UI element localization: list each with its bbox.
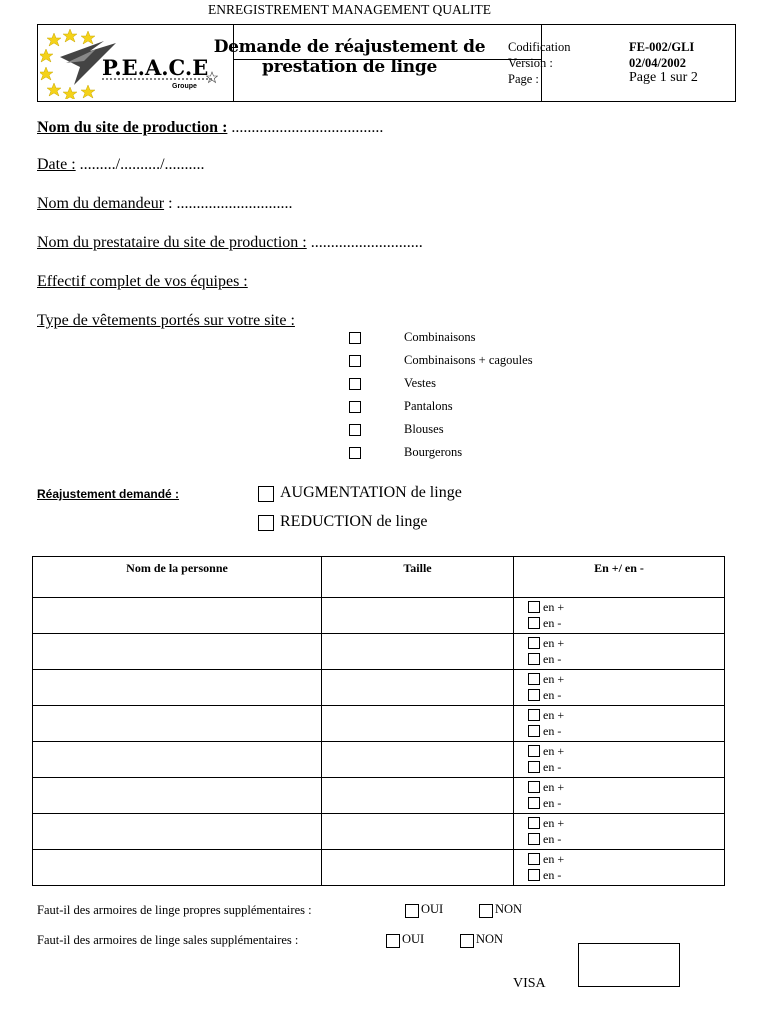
minus-label: en - <box>543 796 562 810</box>
requester-label: Nom du demandeur <box>37 195 165 212</box>
dirty-yes-label: OUI <box>402 932 425 946</box>
dirty-yes-checkbox[interactable] <box>386 934 400 948</box>
plusminus-cell <box>514 814 725 850</box>
size-cell[interactable] <box>322 634 514 670</box>
svg-text:P.E.A.C.E: P.E.A.C.E <box>102 55 209 80</box>
increase-checkbox[interactable] <box>258 486 274 502</box>
doc-title: Demande de réajustement de prestation de linge <box>213 37 486 77</box>
col-header-name: Nom de la personne <box>33 557 322 598</box>
blouses-checkbox[interactable] <box>349 424 361 436</box>
codification-value: FE-002/GLI <box>629 40 695 54</box>
plus-label: en + <box>543 600 565 614</box>
clean-yes-checkbox[interactable] <box>405 904 419 918</box>
clothing-option-label: Bourgerons <box>404 445 463 459</box>
name-cell[interactable] <box>33 670 322 706</box>
plus-option[interactable] <box>528 816 564 831</box>
decrease-checkbox[interactable] <box>258 515 274 531</box>
svg-text:Groupe: Groupe <box>172 83 197 90</box>
bourgerons-checkbox[interactable] <box>349 447 361 459</box>
plus-checkbox[interactable] <box>528 817 540 829</box>
minus-checkbox[interactable] <box>528 689 540 701</box>
clothing-field <box>37 312 295 330</box>
size-cell[interactable] <box>322 706 514 742</box>
page-value: Page 1 sur 2 <box>629 70 698 85</box>
doc-type: ENREGISTREMENT MANAGEMENT QUALITE <box>208 2 491 17</box>
provider-field[interactable] <box>37 234 423 252</box>
minus-label: en - <box>543 688 562 702</box>
version-value: 02/04/2002 <box>629 56 686 70</box>
plusminus-cell <box>514 634 725 670</box>
col-header-size: Taille <box>322 557 514 598</box>
requester-field[interactable] <box>37 195 293 213</box>
company-logo <box>40 27 218 99</box>
minus-checkbox[interactable] <box>528 833 540 845</box>
minus-label: en - <box>543 832 562 846</box>
minus-label: en - <box>543 652 562 666</box>
minus-option[interactable] <box>528 868 561 883</box>
plus-option[interactable] <box>528 636 564 651</box>
minus-option[interactable] <box>528 832 561 847</box>
name-cell[interactable] <box>33 634 322 670</box>
plus-label: en + <box>543 672 565 686</box>
plus-option[interactable] <box>528 744 564 759</box>
minus-checkbox[interactable] <box>528 797 540 809</box>
combinaisons-cagoules-checkbox[interactable] <box>349 355 361 367</box>
dirty-cabinets-question: Faut-il des armoires de linge sales supplémentaires : <box>37 933 299 947</box>
people-table <box>32 556 725 886</box>
name-cell[interactable] <box>33 742 322 778</box>
table-row <box>33 706 725 742</box>
plus-checkbox[interactable] <box>528 601 540 613</box>
plus-option[interactable] <box>528 708 564 723</box>
clothing-option-label: Combinaisons + cagoules <box>404 353 533 367</box>
provider-dots: ............................ <box>310 234 423 251</box>
site-field[interactable] <box>37 119 383 137</box>
plus-checkbox[interactable] <box>528 709 540 721</box>
staff-label: Effectif complet de vos équipes : <box>37 273 248 290</box>
plusminus-cell <box>514 706 725 742</box>
plus-option[interactable] <box>528 600 564 615</box>
minus-checkbox[interactable] <box>528 617 540 629</box>
plus-option[interactable] <box>528 780 564 795</box>
plus-option[interactable] <box>528 672 564 687</box>
size-cell[interactable] <box>322 850 514 886</box>
minus-label: en - <box>543 868 562 882</box>
minus-checkbox[interactable] <box>528 725 540 737</box>
minus-checkbox[interactable] <box>528 653 540 665</box>
table-header-row <box>33 557 725 598</box>
minus-option[interactable] <box>528 652 561 667</box>
provider-label: Nom du prestataire du site de production : <box>37 234 307 251</box>
plus-label: en + <box>543 780 565 794</box>
codification-label: Codification <box>508 40 571 54</box>
plus-checkbox[interactable] <box>528 853 540 865</box>
plus-checkbox[interactable] <box>528 637 540 649</box>
size-cell[interactable] <box>322 778 514 814</box>
plus-label: en + <box>543 708 565 722</box>
table-row <box>33 634 725 670</box>
minus-option[interactable] <box>528 760 561 775</box>
name-cell[interactable] <box>33 706 322 742</box>
adjustment-label: Réajustement demandé : <box>37 487 180 501</box>
visa-label: VISA <box>513 976 546 991</box>
visa-signature-box[interactable] <box>578 943 680 987</box>
plusminus-cell <box>514 742 725 778</box>
minus-checkbox[interactable] <box>528 761 540 773</box>
col-header-plusminus: En +/ en - <box>514 557 725 598</box>
staff-field[interactable] <box>37 273 248 291</box>
dirty-no-checkbox[interactable] <box>460 934 474 948</box>
minus-option[interactable] <box>528 688 561 703</box>
minus-option[interactable] <box>528 724 561 739</box>
site-dots: ...................................... <box>231 119 384 136</box>
plus-option[interactable] <box>528 852 564 867</box>
clean-cabinets-question: Faut-il des armoires de linge propres supplémentaires : <box>37 903 312 917</box>
minus-label: en - <box>543 616 562 630</box>
plus-checkbox[interactable] <box>528 781 540 793</box>
site-label: Nom du site de production : <box>37 119 228 136</box>
date-label: Date : <box>37 156 76 173</box>
clothing-option-label: Combinaisons <box>404 330 476 344</box>
page-label: Page : <box>508 72 539 86</box>
plus-checkbox[interactable] <box>528 673 540 685</box>
name-cell[interactable] <box>33 814 322 850</box>
minus-option[interactable] <box>528 796 561 811</box>
plus-label: en + <box>543 816 565 830</box>
plus-checkbox[interactable] <box>528 745 540 757</box>
requester-dots: : ............................. <box>168 195 293 212</box>
table-row <box>33 814 725 850</box>
table-row <box>33 598 725 634</box>
date-value: ........./........../.......... <box>79 156 205 173</box>
minus-label: en - <box>543 760 562 774</box>
clean-yes-label: OUI <box>421 902 444 916</box>
table-row <box>33 778 725 814</box>
table-row <box>33 742 725 778</box>
plusminus-cell <box>514 670 725 706</box>
vestes-checkbox[interactable] <box>349 378 361 390</box>
plus-label: en + <box>543 744 565 758</box>
size-cell[interactable] <box>322 670 514 706</box>
table-row <box>33 670 725 706</box>
date-field[interactable] <box>37 156 205 174</box>
version-label: Version : <box>508 56 553 70</box>
name-cell[interactable] <box>33 778 322 814</box>
clothing-option-label: Blouses <box>404 422 444 436</box>
minus-label: en - <box>543 724 562 738</box>
table-row <box>33 850 725 886</box>
decrease-label: REDUCTION de linge <box>280 513 428 530</box>
pantalons-checkbox[interactable] <box>349 401 361 413</box>
name-cell[interactable] <box>33 850 322 886</box>
size-cell[interactable] <box>322 814 514 850</box>
clothing-label: Type de vêtements portés sur votre site : <box>37 312 295 329</box>
dirty-no-label: NON <box>476 932 504 946</box>
plusminus-cell <box>514 598 725 634</box>
combinaisons-checkbox[interactable] <box>349 332 361 344</box>
clothing-option-label: Vestes <box>404 376 436 390</box>
size-cell[interactable] <box>322 742 514 778</box>
plus-label: en + <box>543 852 565 866</box>
name-cell[interactable] <box>33 598 322 634</box>
plusminus-cell <box>514 778 725 814</box>
clean-no-label: NON <box>495 902 523 916</box>
clothing-option-label: Pantalons <box>404 399 453 413</box>
plus-label: en + <box>543 636 565 650</box>
minus-checkbox[interactable] <box>528 869 540 881</box>
plusminus-cell <box>514 850 725 886</box>
size-cell[interactable] <box>322 598 514 634</box>
increase-label: AUGMENTATION de linge <box>280 484 462 501</box>
minus-option[interactable] <box>528 616 561 631</box>
clean-no-checkbox[interactable] <box>479 904 493 918</box>
